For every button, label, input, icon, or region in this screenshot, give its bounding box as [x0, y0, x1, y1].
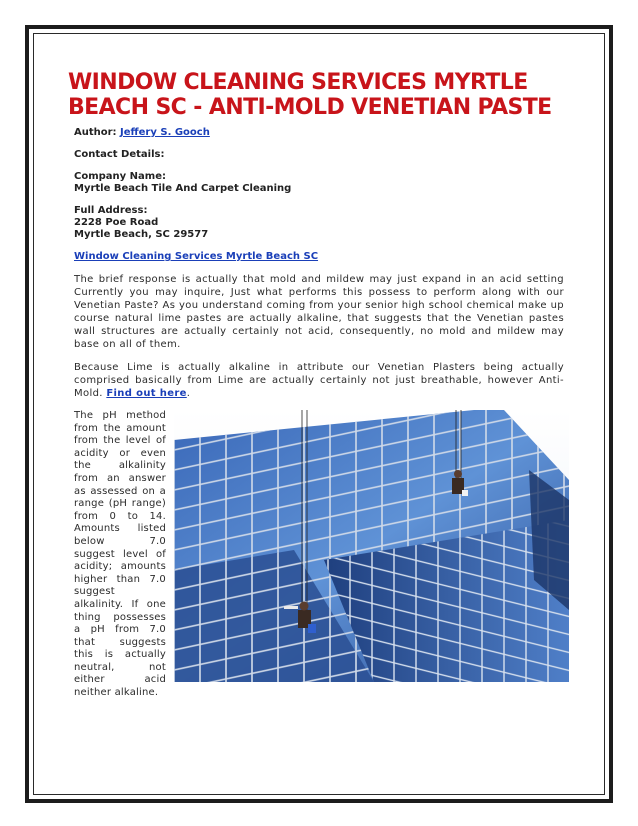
- contact-heading: Contact Details:: [74, 149, 165, 160]
- page-title: WINDOW CLEANING SERVICES MYRTLE BEACH SC - ANTI-MOLD VENETIAN PASTE: [68, 70, 552, 120]
- paragraph-2: [74, 361, 564, 400]
- address-line-1: 2228 Poe Road: [74, 217, 159, 228]
- author-line: [74, 127, 564, 139]
- window-cleaners-building-image: [174, 410, 569, 682]
- company-name: Myrtle Beach Tile And Carpet Cleaning: [74, 183, 292, 194]
- address-block: [74, 205, 564, 241]
- text-and-photo: [74, 410, 564, 710]
- service-link-row: [74, 251, 564, 263]
- paragraph-3: The pH method from the amount from the level of acidity or even the alkalinity from an answer as assessed on a range (pH range) from 0 to 14. Amounts listed below 7.0 suggest level of acidity; amounts higher than 7.0 suggest alkalinity. If one thing possesses a pH from 7.0 that suggests this is actually neutral, not either acid neither alkaline.: [74, 410, 166, 699]
- paragraph-2-period: .: [186, 388, 191, 399]
- paragraph-2-text: Because Lime is actually alkaline in attribute our Venetian Plasters being actually comprised basically from Lime are actually certainly not just breathable, however Anti-Mold.: [74, 362, 564, 399]
- address-label: Full Address:: [74, 205, 148, 216]
- paragraph-1: The brief response is actually that mold and mildew may just expand in an acid setting Currently you may inquire, Just what performs this possess to perform along with our Venetian Paste? As you understand coming from your senior high school chemical make up course natural lime pastes are actually alkaline, that suggests that the Venetian pastes wall structures are actually certainly not acid, consequently, no mold and mildew may base on all of them.: [74, 274, 564, 350]
- building-photo: [174, 410, 569, 682]
- company-block: [74, 171, 564, 195]
- author-label: Author:: [74, 127, 117, 138]
- find-out-here-link[interactable]: Find out here: [106, 388, 187, 399]
- company-label: Company Name:: [74, 171, 166, 182]
- service-link[interactable]: Window Cleaning Services Myrtle Beach SC: [74, 251, 319, 262]
- address-line-2: Myrtle Beach, SC 29577: [74, 229, 209, 240]
- author-link[interactable]: Jeffery S. Gooch: [120, 127, 210, 138]
- document-page: [68, 70, 564, 710]
